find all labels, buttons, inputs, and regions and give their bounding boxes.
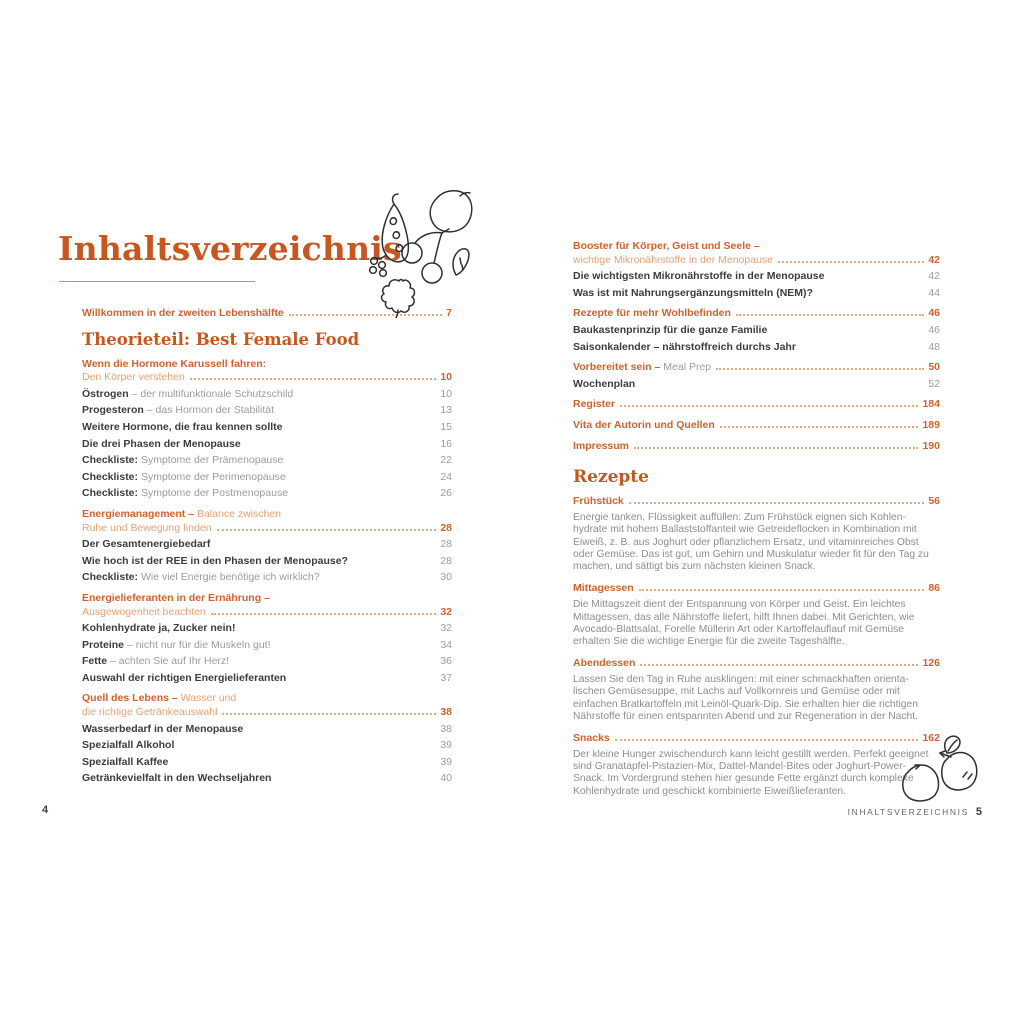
page-number: 44 (928, 286, 940, 299)
entry-text: Vita der Autorin und Quellen (573, 418, 715, 431)
page-number: 50 (928, 361, 940, 374)
entry-text: Symptome der Prämenopause (138, 454, 284, 467)
entry-text: Baukastenprinzip für die ganze Familie (573, 323, 768, 336)
section-heading: Theorieteil: Best Female Food (82, 330, 360, 349)
page-number: 28 (440, 521, 452, 534)
entry-text: Wenn die Hormone Karussell fahren: (82, 357, 267, 370)
entry-text: Spezialfall Kaffee (82, 755, 169, 768)
dot-leader (716, 368, 924, 370)
toc-entry (82, 438, 452, 450)
page-number: 36 (440, 655, 452, 668)
recipe-section-title-row (573, 582, 940, 594)
page-number: 40 (440, 772, 452, 785)
toc-entry (573, 361, 940, 373)
page-number: 52 (928, 377, 940, 390)
toc-entry-line (82, 739, 452, 751)
right-footer (848, 806, 982, 818)
entry-text: Vorbereitet sein – (573, 361, 661, 374)
toc-entry (82, 756, 452, 768)
toc-entry-line (82, 438, 452, 450)
page-number: 46 (928, 323, 940, 336)
entry-text: Wie viel Energie benötige ich wirklich? (138, 571, 320, 584)
page-number: 32 (440, 605, 452, 618)
entry-text: Balance zwischen (194, 507, 282, 520)
toc-entry-line (573, 341, 940, 353)
toc-entry-line (82, 555, 452, 567)
page-number: 39 (440, 755, 452, 768)
page-number: 15 (440, 420, 452, 433)
toc-entry (573, 287, 940, 299)
entry-text: Der Gesamtenergiebedarf (82, 538, 211, 551)
dot-leader (736, 314, 924, 316)
toc-entry-line (573, 361, 940, 373)
page-number: 162 (922, 731, 940, 744)
toc-entry-line (82, 371, 452, 383)
entry-text: Rezepte für mehr Wohlbefinden (573, 307, 731, 320)
entry-text: Ruhe und Bewegung finden (82, 521, 212, 534)
toc-entry-line (573, 324, 940, 336)
toc-entry-line (82, 622, 452, 634)
toc-entry-line (573, 378, 940, 390)
right-page (573, 240, 940, 798)
toc-entry (573, 440, 940, 452)
right-toc (573, 240, 940, 452)
toc-entry (82, 538, 452, 550)
entry-text: Saisonkalender – nährstoffreich durchs Jahr (573, 340, 796, 353)
page-number: 46 (928, 307, 940, 320)
recipe-section-title: Frühstück (573, 495, 624, 508)
page-number: 24 (440, 470, 452, 483)
toc-entry-line (82, 538, 452, 550)
dot-leader (778, 261, 924, 263)
toc-entry-line (573, 440, 940, 452)
toc-entry (573, 307, 940, 319)
dot-leader (640, 664, 918, 666)
toc-entry-line (82, 358, 452, 370)
footer-label: INHALTSVERZEICHNIS (847, 807, 969, 817)
toc-entry-line (82, 639, 452, 651)
entry-text: Die wichtigsten Mikronährstoffe in der Menopause (573, 270, 825, 283)
toc-entry (573, 419, 940, 431)
toc-entry-line (573, 254, 940, 266)
entry-text: Die drei Phasen der Menopause (82, 437, 241, 450)
toc-entry-line (82, 421, 452, 433)
entry-text: Quell des Lebens – (82, 692, 178, 705)
page-number: 190 (922, 439, 940, 452)
toc-entry-line (82, 522, 452, 534)
entry-text: die richtige Getränkeauswahl (82, 706, 218, 719)
left-toc (58, 307, 452, 784)
entry-text: Checkliste: (82, 454, 139, 467)
toc-entry (82, 388, 452, 400)
toc-entry-line (82, 571, 452, 583)
dot-leader (615, 739, 919, 741)
toc-entry (82, 739, 452, 751)
toc-entry-line (573, 398, 940, 410)
entry-text: Was ist mit Nahrungsergänzungsmitteln (NEM)? (573, 286, 813, 299)
toc-entry-line (82, 487, 452, 499)
toc-entry (82, 692, 452, 718)
toc-entry (82, 555, 452, 567)
toc-entry (573, 378, 940, 390)
page-number: 37 (440, 671, 452, 684)
left-page-number: 4 (42, 804, 49, 816)
entry-text: – achten Sie auf Ihr Herz! (107, 655, 230, 668)
entry-text: Meal Prep (660, 361, 712, 374)
toc-entry (82, 508, 452, 534)
entry-text: Willkommen in der zweiten Lebenshälfte (82, 307, 284, 319)
toc-entry-line (573, 419, 940, 431)
entry-text: Proteine (82, 638, 125, 651)
toc-entry (573, 341, 940, 353)
page-number: 38 (440, 706, 452, 719)
entry-text: Wie hoch ist der REE in den Phasen der Menopause? (82, 554, 348, 567)
toc-entry-line (82, 706, 452, 718)
recipe-section-title-row (573, 732, 940, 744)
entry-text: Progesteron (82, 404, 144, 417)
toc-entry-line (82, 655, 452, 667)
entry-text: Wasserbedarf in der Menopause (82, 722, 244, 735)
entry-text: Getränkevielfalt in den Wechseljahren (82, 772, 272, 785)
toc-entry-line (573, 307, 940, 319)
toc-entry (82, 421, 452, 433)
entry-text: Wasser und (177, 692, 237, 705)
toc-entry-line (82, 404, 452, 416)
entry-text: Symptome der Perimenopause (138, 470, 286, 483)
toc-entry-line (82, 772, 452, 784)
entry-text: – nicht nur für die Muskeln gut! (124, 638, 271, 651)
page-number: 26 (440, 487, 452, 500)
entry-text: – der multifunktionale Schutzschild (128, 387, 294, 400)
page-number: 39 (440, 739, 452, 752)
toc-entry (573, 324, 940, 336)
recipe-description: Lassen Sie den Tag in Ruhe ausklingen: mit einer schmackhaften orientalischen Gemüsesuppe, mit Lachs auf Vollkornreis und Gemüse oder mit einfachen Bratkartoffeln mit Leinöl-Quark-Dip. Sie erhalten hier die richtigen Nährstoffe für einen entspannten Abend und zur Regeneration in der Nacht. (573, 673, 918, 722)
dot-leader (639, 589, 925, 591)
right-page-number: 5 (975, 806, 982, 818)
toc-entry-line (82, 692, 452, 704)
toc-entry-line (573, 270, 940, 282)
page-number: 10 (440, 387, 452, 400)
page-number: 86 (928, 582, 940, 595)
recipe-section-title: Abendessen (573, 656, 636, 669)
recipes-heading: Rezepte (573, 466, 649, 487)
page-number: 126 (922, 656, 940, 669)
entry-text: Checkliste: (82, 470, 139, 483)
dot-leader (629, 502, 925, 504)
toc-entry (82, 723, 452, 735)
page-number: 48 (928, 340, 940, 353)
entry-text: Symptome der Postmenopause (138, 487, 289, 500)
page-title: Inhaltsverzeichnis (58, 229, 402, 268)
toc-entry-line (82, 471, 452, 483)
dot-leader (211, 613, 437, 615)
page-number: 42 (928, 270, 940, 283)
toc-entry (82, 571, 452, 583)
entry-text: Impressum (573, 439, 630, 452)
entry-text: Checkliste: (82, 487, 139, 500)
toc-entry-line (82, 592, 452, 604)
entry-text: Wochenplan (573, 377, 636, 390)
toc-entry-line (82, 454, 452, 466)
toc-entry (82, 454, 452, 466)
toc-entry (82, 772, 452, 784)
page-number: 32 (440, 622, 452, 635)
recipe-description: Die Mittagszeit dient der Entspannung von Körper und Geist. Ein leichtes Mittagessen, das alle Nährstoffe liefert, hilft Ihnen dabei. Mit Gerichten, wie Avocado-Blattsalat, Forelle Müllerin Art oder Kartoffelauflauf mit Gemüse erhalten Sie die wichtige Energie für die zweite Tageshälfte. (573, 599, 915, 648)
toc-entry (82, 487, 452, 499)
toc-entry (82, 404, 452, 416)
toc-entry (573, 240, 940, 266)
toc-entry (82, 622, 452, 634)
entry-text: Auswahl der richtigen Energielieferanten (82, 671, 287, 684)
toc-entry (573, 398, 940, 410)
title-rule (59, 281, 255, 282)
recipe-section-title: Mittagessen (573, 582, 634, 595)
entry-text: Energielieferanten in der Ernährung – (82, 591, 270, 604)
page-number: 184 (922, 398, 940, 411)
page-number: 42 (928, 253, 940, 266)
recipe-section-title-row (573, 657, 940, 669)
recipes-sections (573, 495, 940, 798)
recipe-description: Energie tanken, Flüssigkeit auffüllen: Zum Frühstück eignen sich Kohlenhydrate mit hohem Ballaststoffanteil wie Getreideflocken in Kombination mit Eiweiß, z. B. aus Joghurt oder pflanzlichem Ersatz, und vitaminreiches Obst oder Gemüse. Das ist gut, um Gehirn und Muskulatur wieder fit für den Tag zu machen, und sättigt bis zum nächsten kleinen Snack. (573, 512, 929, 573)
entry-text: Checkliste: (82, 571, 139, 584)
toc-entry (82, 655, 452, 667)
page-number: 28 (440, 554, 452, 567)
left-page (58, 229, 452, 785)
toc-entry-line (82, 606, 452, 618)
toc-entry-line (82, 756, 452, 768)
dot-leader (620, 405, 918, 407)
toc-entry (82, 592, 452, 618)
page-number: 38 (440, 722, 452, 735)
entry-text: Kohlenhydrate ja, Zucker nein! (82, 622, 236, 635)
entry-text: wichtige Mikronährstoffe in der Menopause (573, 253, 773, 266)
recipe-section-title-row (573, 495, 940, 507)
toc-entry (82, 358, 452, 384)
dot-leader (720, 426, 919, 428)
page-number: 22 (440, 454, 452, 467)
page-number: 10 (440, 371, 452, 384)
entry-text: Spezialfall Alkohol (82, 739, 175, 752)
toc-entry-line (82, 723, 452, 735)
page-number: 7 (446, 307, 452, 319)
recipe-description: Der kleine Hunger zwischendurch kann leicht gestillt werden. Perfekt geeignet sind Granatapfel-Pistazien-Mix, Dattel-Mandel-Bites oder Joghurt-Power-Snack. Im Vordergrund stehen hier gesunde Fette ergänzt durch komplexe Kohlenhydrate und geschickt kombinierte Eiweißlieferanten. (573, 748, 929, 797)
entry-text: Östrogen (82, 387, 129, 400)
dot-leader (217, 529, 437, 531)
entry-text: – das Hormon der Stabilität (143, 404, 275, 417)
entry-text: Fette (82, 655, 108, 668)
entry-text: Booster für Körper, Geist und Seele – (573, 240, 760, 252)
produce-illustration (358, 182, 482, 318)
toc-entry-line (82, 672, 452, 684)
toc-entry-line (82, 388, 452, 400)
entry-text: Ausgewogenheit beachten (82, 605, 206, 618)
toc-entry (82, 672, 452, 684)
toc-entry (573, 270, 940, 282)
toc-entry-line (82, 508, 452, 520)
dot-leader (634, 447, 918, 449)
entry-text: Den Körper verstehen (82, 371, 185, 384)
dot-leader (222, 713, 436, 715)
page-number: 56 (928, 495, 940, 508)
entry-text: Register (573, 398, 616, 411)
toc-entry-line (573, 287, 940, 299)
entry-text: Energiemanagement – (82, 507, 195, 520)
page-number: 13 (440, 404, 452, 417)
toc-entry (82, 471, 452, 483)
page-number: 34 (440, 638, 452, 651)
dot-leader (190, 378, 437, 380)
toc-entry (82, 639, 452, 651)
toc-entry-line (573, 240, 940, 252)
recipe-section-title: Snacks (573, 731, 610, 744)
page-number: 28 (440, 538, 452, 551)
page-number: 16 (440, 437, 452, 450)
page-number: 30 (440, 571, 452, 584)
entry-text: Weitere Hormone, die frau kennen sollte (82, 420, 283, 433)
apples-illustration (893, 732, 985, 808)
page-number: 189 (922, 418, 940, 431)
